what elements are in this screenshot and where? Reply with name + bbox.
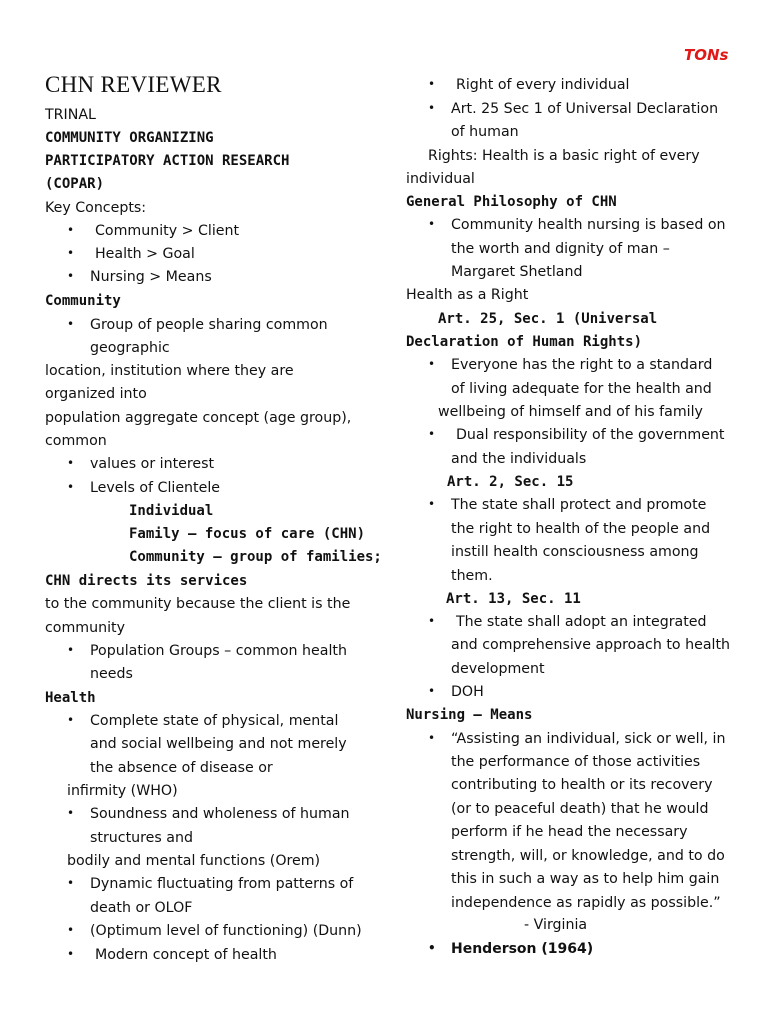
text-line: death or OLOF (90, 900, 193, 916)
bullet-icon: • (67, 643, 75, 657)
heading: General Philosophy of CHN (406, 194, 617, 210)
list-item: Health > Goal (95, 246, 195, 262)
bullet-icon: • (428, 427, 436, 441)
text-line: instill health consciousness among (451, 544, 699, 560)
text-line: strength, will, or knowledge, and to do (451, 848, 725, 864)
list-item: Community health nursing is based on (451, 217, 726, 233)
bullet-icon: • (428, 614, 436, 628)
list-item: Soundness and wholeness of human (90, 806, 350, 822)
text-line: location, institution where they are (45, 363, 294, 379)
bullet-icon: • (428, 357, 436, 371)
text-line: Health as a Right (406, 287, 529, 303)
text-line: (or to peaceful death) that he would (451, 801, 709, 817)
clientele-level: Individual (129, 503, 214, 519)
list-item: (Optimum level of functioning) (Dunn) (90, 923, 362, 939)
heading: Community (45, 293, 121, 309)
heading: PARTICIPATORY ACTION RESEARCH (45, 153, 290, 169)
list-item: Group of people sharing common (90, 317, 328, 333)
bullet-icon: • (67, 317, 75, 331)
text-line: and comprehensive approach to health (451, 637, 731, 653)
bullet-icon: • (67, 246, 75, 260)
bullet-icon: • (428, 684, 436, 698)
bullet-icon: • (428, 217, 436, 231)
bullet-icon: • (428, 941, 436, 955)
list-item: values or interest (90, 456, 215, 472)
text-line: TRINAL (45, 107, 96, 123)
text-line: the right to health of the people and (451, 521, 711, 537)
heading: COMMUNITY ORGANIZING (45, 130, 214, 146)
list-item: Henderson (1964) (451, 941, 594, 957)
list-item: Dual responsibility of the government (456, 427, 725, 443)
text-line: wellbeing of himself and of his family (438, 404, 703, 420)
text-line: the worth and dignity of man – (451, 241, 670, 257)
text-line: this in such a way as to help him gain (451, 871, 720, 887)
heading: Nursing – Means (406, 707, 533, 723)
list-item: “Assisting an individual, sick or well, in (451, 731, 726, 747)
article-heading: Art. 2, Sec. 15 (447, 474, 574, 490)
list-item: DOH (451, 684, 484, 700)
bullet-icon: • (67, 947, 75, 961)
text-line: of human (451, 124, 519, 140)
text-line: development (451, 661, 545, 677)
text-line: perform if he head the necessary (451, 824, 688, 840)
article-heading: Art. 25, Sec. 1 (Universal (438, 311, 658, 327)
heading: CHN directs its services (45, 573, 248, 589)
heading: (COPAR) (45, 176, 105, 192)
bullet-icon: • (428, 731, 436, 745)
list-item: Nursing > Means (90, 269, 212, 285)
bullet-icon: • (67, 806, 75, 820)
list-item: Everyone has the right to a standard (451, 357, 713, 373)
document-title: CHN REVIEWER (45, 72, 222, 97)
clientele-level: Community – group of families; (129, 549, 382, 565)
bullet-icon: • (67, 876, 75, 890)
text-line: and the individuals (451, 451, 587, 467)
bullet-icon: • (428, 77, 436, 91)
article-heading: Declaration of Human Rights) (406, 334, 643, 350)
list-item: Dynamic fluctuating from patterns of (90, 876, 354, 892)
text-line: community (45, 620, 126, 636)
bullet-icon: • (67, 480, 75, 494)
bullet-icon: • (67, 923, 75, 937)
text-line: them. (451, 568, 493, 584)
bullet-icon: • (67, 456, 75, 470)
text-line: independence as rapidly as possible.” (451, 895, 721, 911)
clientele-level: Family – focus of care (CHN) (129, 526, 366, 542)
article-heading: Art. 13, Sec. 11 (446, 591, 581, 607)
list-item: Art. 25 Sec 1 of Universal Declaration (451, 101, 719, 117)
bullet-icon: • (67, 223, 75, 237)
text-line: and social wellbeing and not merely (90, 736, 347, 752)
text-line: geographic (90, 340, 170, 356)
heading: Health (45, 690, 96, 706)
bullet-icon: • (67, 269, 75, 283)
text-line: of living adequate for the health and (451, 381, 712, 397)
list-item: Levels of Clientele (90, 480, 221, 496)
text-line: Margaret Shetland (451, 264, 583, 280)
list-item: Population Groups – common health (90, 643, 347, 659)
text-line: bodily and mental functions (Orem) (67, 853, 321, 869)
list-item: Complete state of physical, mental (90, 713, 339, 729)
bullet-icon: • (67, 713, 75, 727)
text-line: to the community because the client is the (45, 596, 351, 612)
list-item: The state shall protect and promote (451, 497, 707, 513)
list-item: Right of every individual (456, 77, 630, 93)
list-item: The state shall adopt an integrated (456, 614, 707, 630)
list-item: Community > Client (95, 223, 240, 239)
text-line: Rights: Health is a basic right of every (428, 148, 700, 164)
text-line: individual (406, 171, 475, 187)
text-line: the performance of those activities (451, 754, 701, 770)
corner-tag: TONs (684, 46, 729, 64)
text-line: needs (90, 666, 133, 682)
text-line: the absence of disease or (90, 760, 273, 776)
text-line: infirmity (WHO) (67, 783, 178, 799)
text-line: organized into (45, 386, 147, 402)
text-line: contributing to health or its recovery (451, 777, 713, 793)
text-line: common (45, 433, 107, 449)
text-line: structures and (90, 830, 193, 846)
text-line: Key Concepts: (45, 200, 147, 216)
text-line: population aggregate concept (age group), (45, 410, 352, 426)
bullet-icon: • (428, 497, 436, 511)
text-line: - Virginia (524, 917, 588, 933)
bullet-icon: • (428, 101, 436, 115)
list-item: Modern concept of health (95, 947, 277, 963)
